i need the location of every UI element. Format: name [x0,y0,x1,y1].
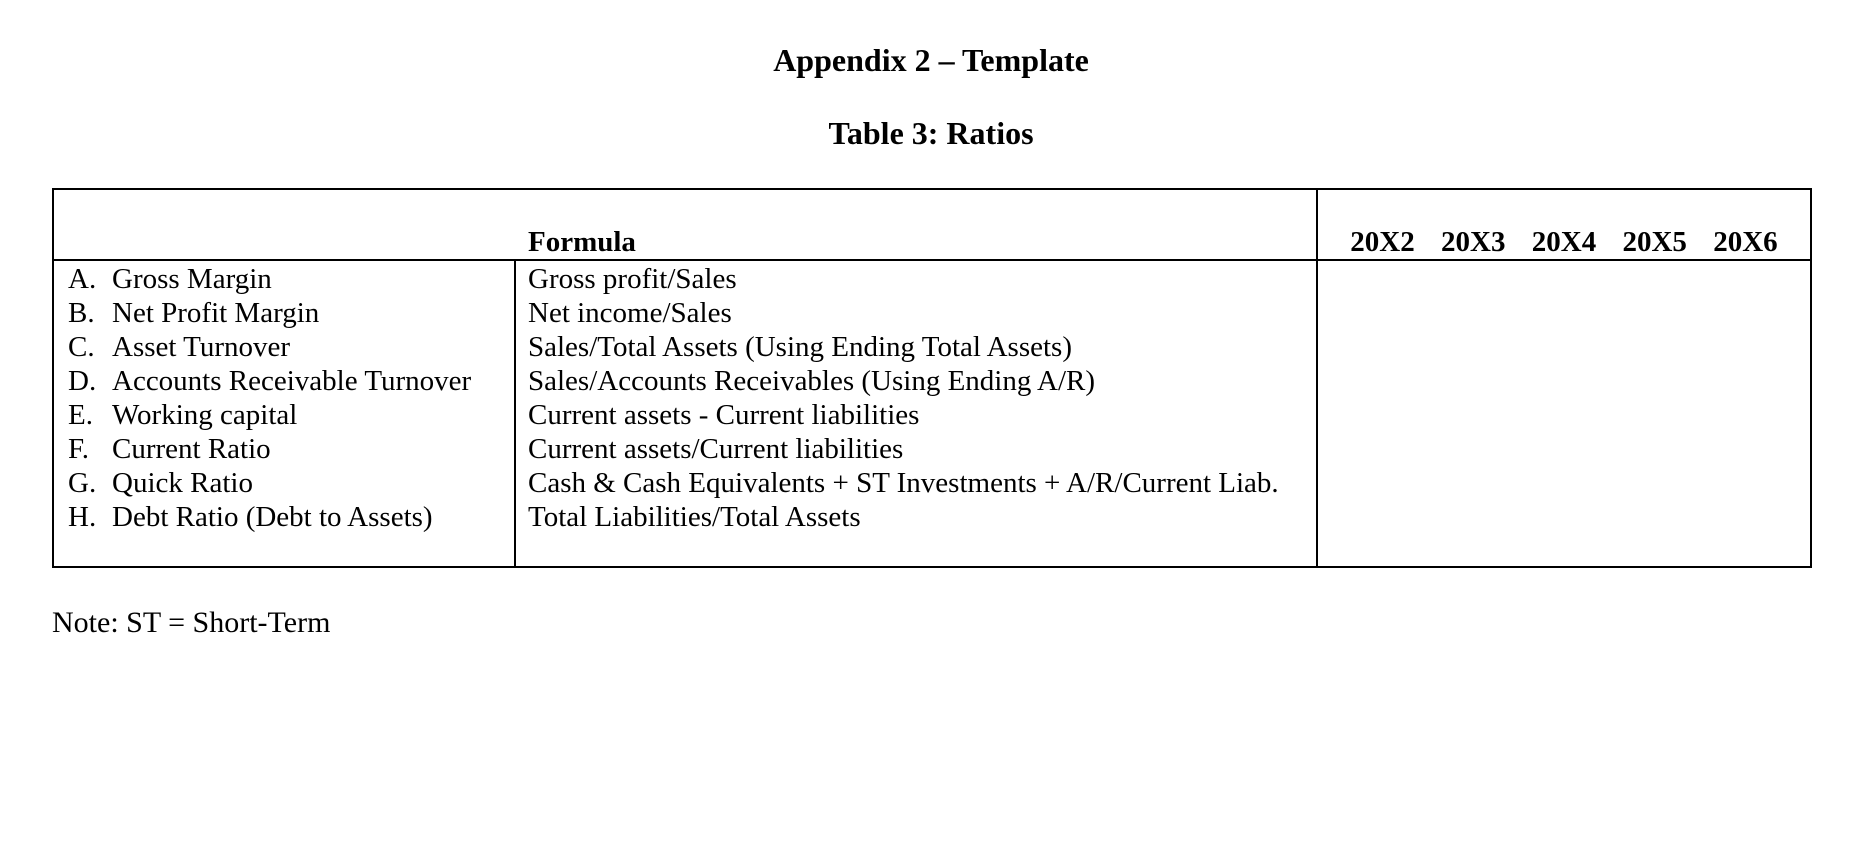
row-letter: C. [68,331,95,363]
ratio-name: Net Profit Margin [112,297,320,329]
row-letter: F. [68,433,90,465]
ratio-name: Current Ratio [112,433,271,465]
ratios-table [52,188,1812,568]
ratio-formula: Total Liabilities/Total Assets [528,501,861,533]
table-row [54,330,1810,364]
year-headers [1318,226,1810,258]
footnote: Note: ST = Short-Term [52,606,331,639]
year-header: 20X5 [1622,226,1687,258]
table-title: Table 3: Ratios [828,115,1034,151]
ratio-formula: Net income/Sales [528,297,732,329]
table-row [54,364,1810,398]
ratio-formula: Sales/Accounts Receivables (Using Ending A/R) [528,365,1096,397]
ratio-name: Accounts Receivable Turnover [112,365,472,397]
header-divider [54,259,1810,261]
row-letter: H. [68,501,97,533]
table-row [54,262,1810,296]
ratio-formula: Gross profit/Sales [528,263,737,295]
ratio-name: Quick Ratio [112,467,253,499]
ratio-name: Asset Turnover [112,331,291,363]
ratio-rows [54,262,1810,534]
year-header: 20X2 [1350,226,1415,258]
table-row [54,466,1810,500]
year-header: 20X4 [1531,226,1597,258]
table-row [54,296,1810,330]
ratio-name: Working capital [112,399,298,431]
ratio-formula: Sales/Total Assets (Using Ending Total Assets) [528,331,1072,363]
row-letter: E. [68,399,93,431]
appendix-title: Appendix 2 – Template [773,42,1089,78]
ratio-formula: Cash & Cash Equivalents + ST Investments + A/R/Current Liab. [528,467,1279,499]
ratio-name: Gross Margin [112,263,272,295]
ratio-formula: Current assets/Current liabilities [528,433,904,465]
row-letter: B. [68,297,95,329]
ratio-name: Debt Ratio (Debt to Assets) [112,501,433,533]
row-letter: A. [68,263,97,295]
table-row [54,432,1810,466]
year-header: 20X6 [1713,226,1778,258]
table-row [54,398,1810,432]
row-letter: G. [68,467,97,499]
row-letter: D. [68,365,97,397]
formula-column-header: Formula [528,226,636,258]
year-header: 20X3 [1441,226,1506,258]
table-row [54,500,1810,534]
ratio-formula: Current assets - Current liabilities [528,399,920,431]
